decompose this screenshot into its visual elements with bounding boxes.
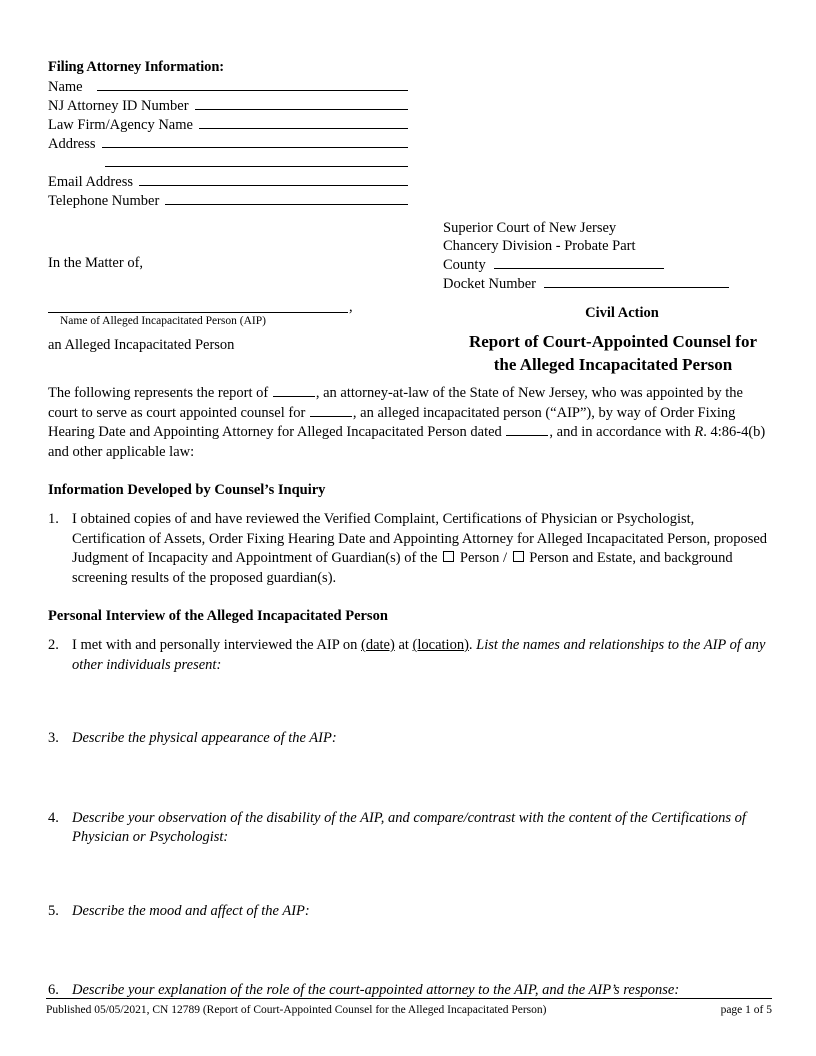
court-division-line: Chancery Division - Probate Part <box>443 237 636 254</box>
address-line-2-spacer <box>48 153 105 172</box>
field-label-docket-number: Docket Number <box>443 276 537 292</box>
list-item-2-text-part-2: at <box>394 637 413 653</box>
field-row-nj-attorney-id <box>48 96 408 115</box>
field-row-county <box>443 255 773 274</box>
field-label-address: Address <box>48 136 96 152</box>
checkbox-person[interactable] <box>443 551 454 562</box>
document-title-line-1: Report of Court-Appointed Counsel for <box>468 332 758 351</box>
list-item-6-text: Describe your explanation of the role of the court-appointed attorney to the AIP, and the AIP’s response: <box>72 982 680 998</box>
list-item-5-number: 5. <box>48 902 59 919</box>
field-input-nj-attorney-id[interactable] <box>195 96 408 110</box>
list-item-1-text <box>72 510 770 588</box>
field-input-address-line-2[interactable] <box>105 153 408 167</box>
document-body <box>48 384 770 1001</box>
field-row-name <box>48 77 408 96</box>
caption-court-block <box>443 220 773 376</box>
field-row-telephone-number <box>48 191 408 210</box>
section-heading-information-developed: Information Developed by Counsel’s Inquiry <box>48 482 326 498</box>
list-item-5 <box>48 902 770 922</box>
document-title <box>443 330 773 376</box>
field-input-interview-date[interactable]: (date) <box>361 637 395 653</box>
document-title-line-2: the Alleged Incapacitated Person <box>493 355 733 374</box>
footer-publication-info: Published 05/05/2021, CN 12789 (Report of Court-Appointed Counsel for the Alleged Incapacitated Person) <box>46 1004 547 1016</box>
checkbox-person-and-estate-label: Person and Estate, and background screening results of the proposed guardian(s). <box>72 550 733 586</box>
field-label-law-firm: Law Firm/Agency Name <box>48 117 193 133</box>
section-heading-personal-interview: Personal Interview of the Alleged Incapacitated Person <box>48 608 388 624</box>
answer-space-2[interactable] <box>48 675 770 719</box>
field-label-county: County <box>443 257 486 273</box>
footer-page-number: page 1 of 5 <box>720 1004 772 1016</box>
intro-paragraph <box>48 384 770 462</box>
caption-party-block <box>48 254 408 355</box>
answer-space-5[interactable] <box>48 921 770 971</box>
list-item-2 <box>48 636 770 675</box>
field-input-county[interactable] <box>494 255 664 269</box>
field-row-law-firm <box>48 115 408 134</box>
page-footer <box>46 998 772 1016</box>
field-row-email-address <box>48 172 408 191</box>
list-item-2-number: 2. <box>48 637 59 653</box>
list-item-3-text: Describe the physical appearance of the AIP: <box>72 730 337 746</box>
list-item-2-text-part-1: I met with and personally interviewed the AIP on <box>72 637 361 653</box>
field-label-name: Name <box>48 79 83 95</box>
aip-name-line <box>48 298 408 313</box>
aip-name-caption: Name of Alleged Incapacitated Person (AIP) <box>60 315 266 327</box>
field-input-interview-location[interactable]: (location) <box>412 637 469 653</box>
list-item-4-number: 4. <box>48 809 59 826</box>
field-input-email-address[interactable] <box>139 172 408 186</box>
field-label-email-address: Email Address <box>48 174 133 190</box>
filing-attorney-information-block <box>48 58 408 210</box>
list-item-2-instruction: List the names and relationships to the AIP of any other individuals present: <box>72 637 766 673</box>
field-input-docket-number[interactable] <box>544 274 729 288</box>
list-item-1-number: 1. <box>48 511 59 527</box>
field-row-docket-number <box>443 274 773 293</box>
list-item-1-text-part-1: I obtained copies of and have reviewed the Verified Complaint, Certifications of Physician or Psychologist, Certification of Assets, Order Fixing Hearing Date and Appointing Attorney for Alleged Incapacitated Person, proposed Judgment of Incapacity and Appointment of Guardian(s) of the <box>72 511 768 566</box>
list-item-3 <box>48 729 770 749</box>
field-row-address <box>48 134 408 153</box>
field-row-address-line-2 <box>48 153 408 172</box>
aip-name-comma: , <box>349 299 353 315</box>
field-input-address[interactable] <box>102 134 408 148</box>
answer-space-3[interactable] <box>48 749 770 799</box>
field-input-aip-name-inline[interactable] <box>310 404 352 417</box>
list-item-4-text: Describe your observation of the disability of the AIP, and compare/contrast with the content of the Certifications of Physician or Psychologist: <box>72 809 746 845</box>
in-the-matter-of-label: In the Matter of, <box>48 255 144 271</box>
checkbox-person-and-estate[interactable] <box>513 551 524 562</box>
field-label-nj-attorney-id: NJ Attorney ID Number <box>48 98 189 114</box>
civil-action-label: Civil Action <box>585 305 659 321</box>
list-item-1 <box>48 510 770 588</box>
field-input-telephone-number[interactable] <box>165 191 408 205</box>
rule-citation-italic: R <box>694 424 704 440</box>
list-item-5-text: Describe the mood and affect of the AIP: <box>72 902 310 919</box>
list-item-2-text <box>72 636 770 675</box>
intro-text-1: The following represents the report of <box>48 385 272 401</box>
list-item-6-number: 6. <box>48 982 59 998</box>
intro-text-5: . 4:86-4(b) and other applicable law: <box>48 424 766 460</box>
court-name-line: Superior Court of New Jersey <box>443 220 617 236</box>
field-label-telephone-number: Telephone Number <box>48 193 160 209</box>
intro-text-4: , and in accordance with <box>549 424 695 440</box>
intro-text-3: , an alleged incapacitated person (“AIP”), by way of Order Fixing Hearing Date and Appointing Attorney for Alleged Incapacitated Person dated <box>48 404 736 440</box>
field-input-attorney-name[interactable] <box>273 384 315 397</box>
checkbox-person-label: Person / <box>456 550 511 566</box>
answer-space-4[interactable] <box>48 848 770 892</box>
field-input-aip-name[interactable] <box>48 298 348 313</box>
list-item-2-text-part-3: . <box>468 637 477 653</box>
field-input-name[interactable] <box>97 77 408 91</box>
field-input-law-firm[interactable] <box>199 115 408 129</box>
list-item-4 <box>48 809 770 848</box>
aip-role-label: an Alleged Incapacitated Person <box>48 337 235 353</box>
field-input-order-date[interactable] <box>506 423 548 436</box>
filing-attorney-heading: Filing Attorney Information: <box>48 59 225 75</box>
intro-text-2: , an attorney-at-law of the State of New Jersey, who was appointed by the court to serve as court appointed counsel for <box>48 385 743 421</box>
list-item-3-number: 3. <box>48 730 59 746</box>
